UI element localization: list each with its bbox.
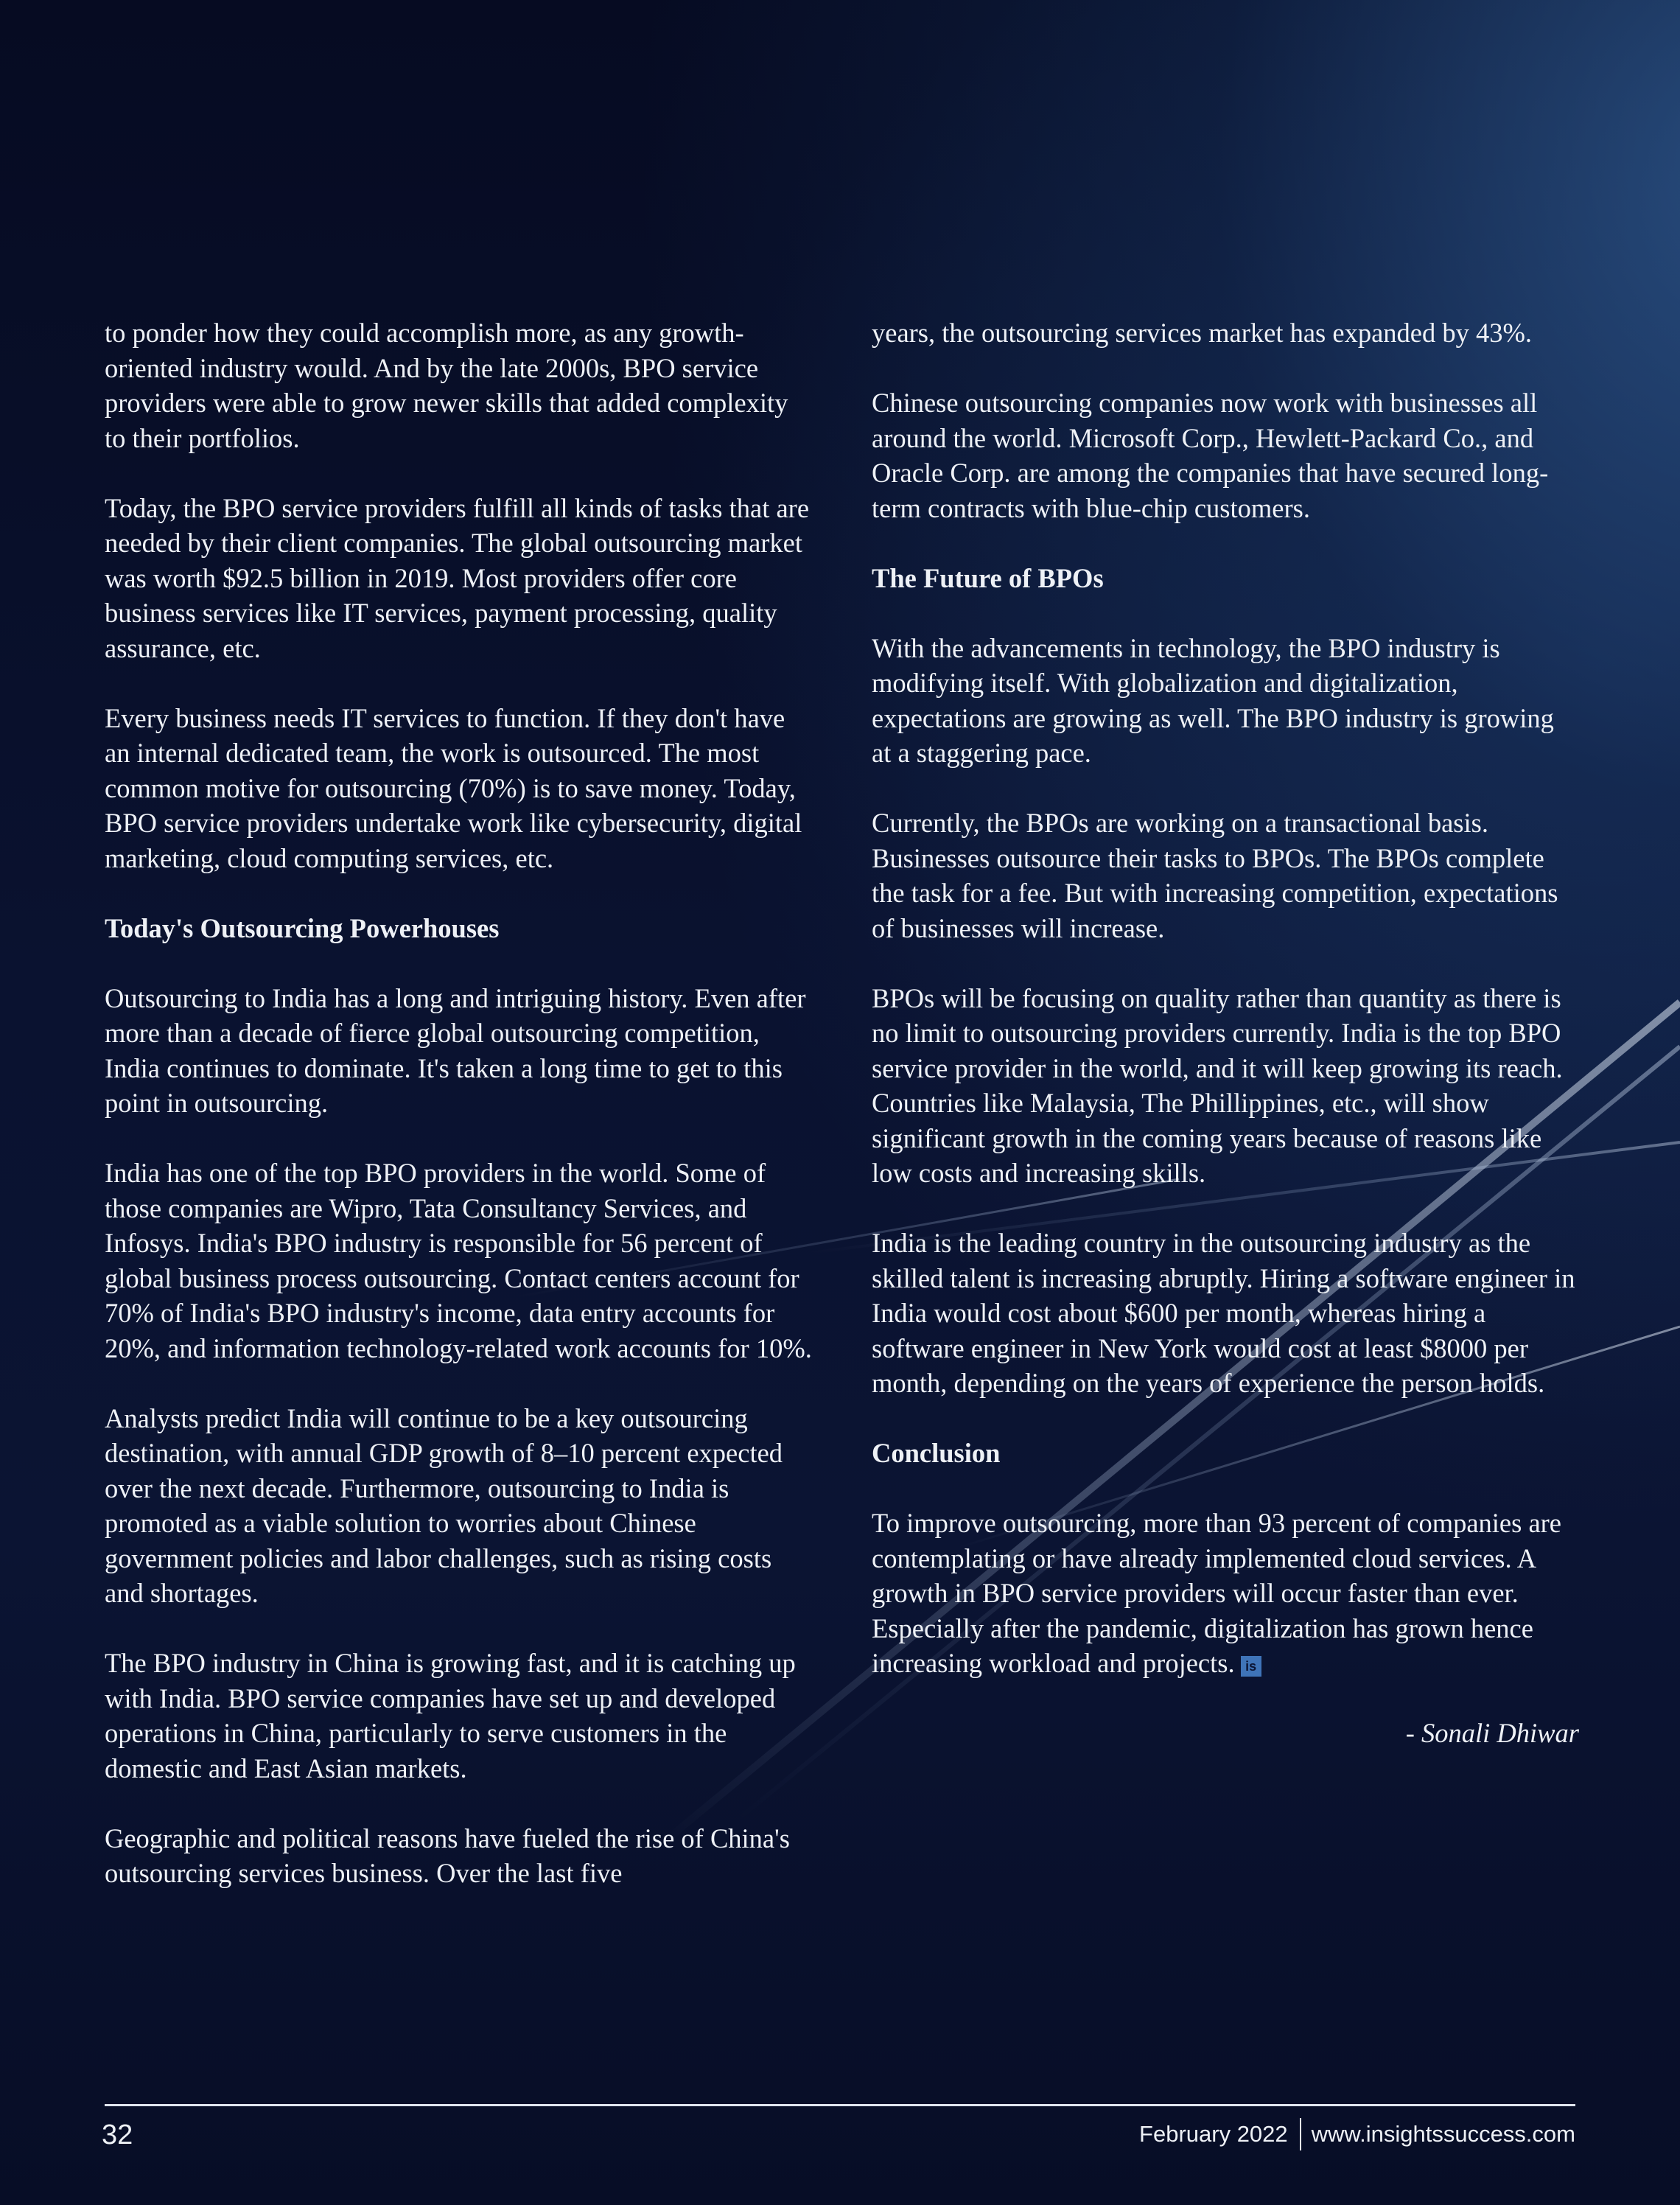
article-left-column [105,315,812,1926]
footer-divider-line [105,2104,1575,2106]
paragraph: years, the outsourcing services market has expanded by 43%. [872,318,1532,348]
paragraph: Chinese outsourcing companies now work with businesses all around the world. Microsoft Corp., Hewlett-Packard Co., and Oracle Corp. are among the companies that have secured long-term contracts with blue-chip customers. [872,388,1549,523]
paragraph: BPOs will be focusing on quality rather than quantity as there is no limit to outsourcing providers currently. India is the top BPO service provider in the world, and it will keep growing its reach. Countries like Malaysia, The Phillippines, etc., will show significant growth in the coming years because of reasons like low costs and increasing skills. [872,982,1563,1188]
paragraph: Outsourcing to India has a long and intriguing history. Even after more than a decade of fierce global outsourcing competition, India continues to dominate. It's taken a long time to get to this point in outsourcing. [105,982,806,1118]
website-link[interactable]: www.insightssuccess.com [1311,2121,1575,2147]
paragraph: India is the leading country in the outsourcing industry as the skilled talent is increasing abruptly. Hiring a software engineer in India would cost about $600 per month, whereas hiring a software engineer in New York would cost at least $8000 per month, depending on the years of experience the person holds. [872,1228,1575,1398]
paragraph: India has one of the top BPO providers in the world. Some of those companies are Wipro, Tata Consultancy Services, and Infosys. India's BPO industry is responsible for 56 percent of global business process outsourcing. Contact centers account for 70% of India's BPO industry's income, data entry accounts for 20%, and information technology-related work accounts for 10%. [105,1158,812,1363]
article-right-column [872,315,1579,1786]
paragraph: Today, the BPO service providers fulfill all kinds of tasks that are needed by their client companies. The global outsourcing market was worth $92.5 billion in 2019. Most providers offer core business services like IT services, payment processing, quality assurance, etc. [105,492,810,663]
paragraph: Analysts predict India will continue to be a key outsourcing destination, with annual GDP growth of 8–10 percent expected over the next decade. Furthermore, outsourcing to India is promoted as a viable solution to worries about Chinese government policies and labor challenges, such as rising costs and shortages. [105,1402,783,1608]
paragraph: Currently, the BPOs are working on a transactional basis. Businesses outsource their tasks to BPOs. The BPOs complete the task for a fee. But with increasing competition, expectations of businesses will increase. [872,808,1558,943]
page-number: 32 [102,2120,133,2150]
section-heading: The Future of BPOs [872,562,1104,593]
paragraph-text: To improve outsourcing, more than 93 percent of companies are contemplating or have already implemented cloud services. A growth in BPO service providers will occur faster than ever. Especially after the pandemic, digitalization has grown hence increasing workload and projects. [872,1508,1562,1678]
paragraph: to ponder how they could accomplish more, as any growth-oriented industry would. And by the late 2000s, BPO service providers were able to grow newer skills that added complexity to their portfolios. [105,318,788,453]
issue-date: February 2022 [1139,2121,1288,2147]
section-heading: Today's Outsourcing Powerhouses [105,912,500,943]
paragraph: The BPO industry in China is growing fast, and it is catching up with India. BPO service companies have set up and developed operations in China, particularly to serve customers in the domestic and East Asian markets. [105,1648,796,1783]
paragraph: With the advancements in technology, the BPO industry is modifying itself. With globalization and digitalization, expectations are growing as well. The BPO industry is growing at a staggering pace. [872,632,1554,768]
paragraph: Every business needs IT services to function. If they don't have an internal dedicated team, the work is outsourced. The most common motive for outsourcing (70%) is to save money. Today, BPO service providers undertake work like cybersecurity, digital marketing, cloud computing services, etc. [105,702,802,873]
conclusion-paragraph [872,1506,1579,1681]
paragraph: Geographic and political reasons have fueled the rise of China's outsourcing services business. Over the last five [105,1823,790,1888]
article-end-icon: is [1241,1656,1261,1677]
footer-info [1139,2118,1575,2150]
author-byline: - Sonali Dhiwar [1405,1718,1579,1748]
footer-separator [1300,2118,1301,2150]
section-heading: Conclusion [872,1438,1001,1468]
